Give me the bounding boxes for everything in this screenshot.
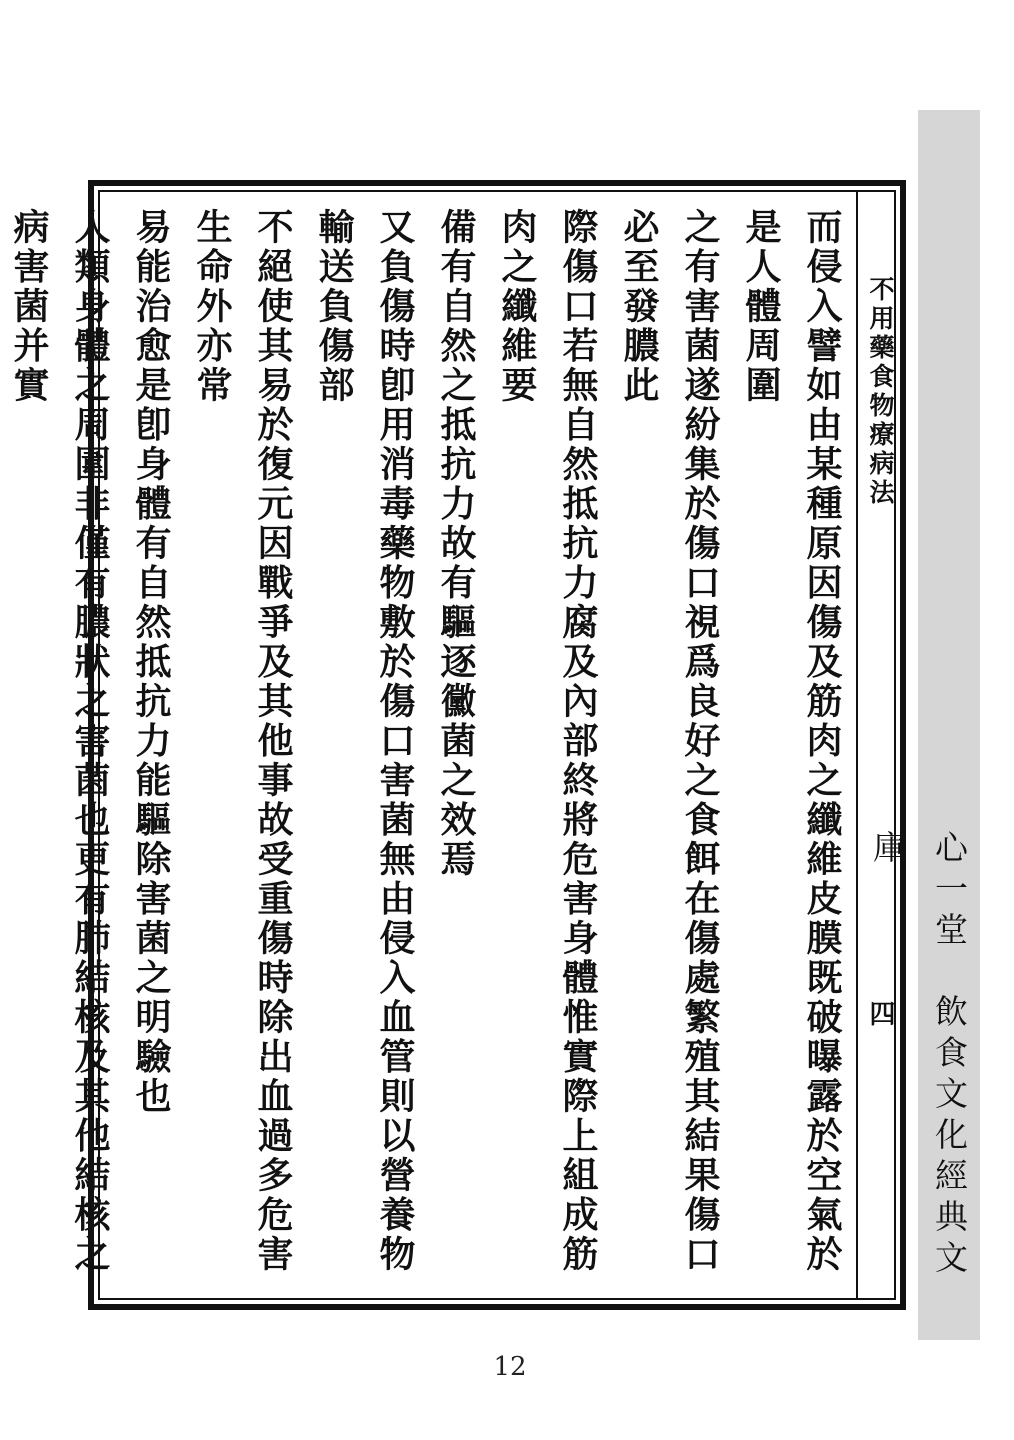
folio-number: 四 [865,1000,895,1026]
series-label: 心一堂 飲食文化經典文庫 [868,830,969,1281]
running-head: 不用藥食物療病法 [866,276,895,508]
text-column: 而侵入譬如由某種原因傷及筋肉之纖維皮膜既破曝露於空氣於是人體周圍 [740,208,843,1275]
body-text [8,208,852,1288]
text-column: 備有自然之抵抗力故有驅逐黴菌之效焉 [435,208,477,880]
text-column: 之有害菌遂紛集於傷口視爲良好之食餌在傷處繁殖其結果傷口必至發膿此 [618,208,721,1275]
text-column: 易能治愈是卽身體有自然抵抗力能驅除害菌之明驗也 [130,208,172,1117]
text-column: 不絕使其易於復元因戰爭及其他事故受重傷時除出血過多危害生命外亦常 [191,208,294,1275]
text-column: 際傷口若無自然抵抗力腐及內部終將危害身體惟實際上組成筋肉之纖維要 [496,208,599,1275]
text-column: 又負傷時卽用消毒藥物敷於傷口害菌無由侵入血管則以營養物輸送負傷部 [313,208,416,1275]
header-rule [856,190,858,1300]
page-number: 12 [493,1352,527,1382]
text-column: 人類身體之周圍非僅有膿狀之害菌也更有肺結核及其他結核之病害菌并實 [8,208,111,1275]
